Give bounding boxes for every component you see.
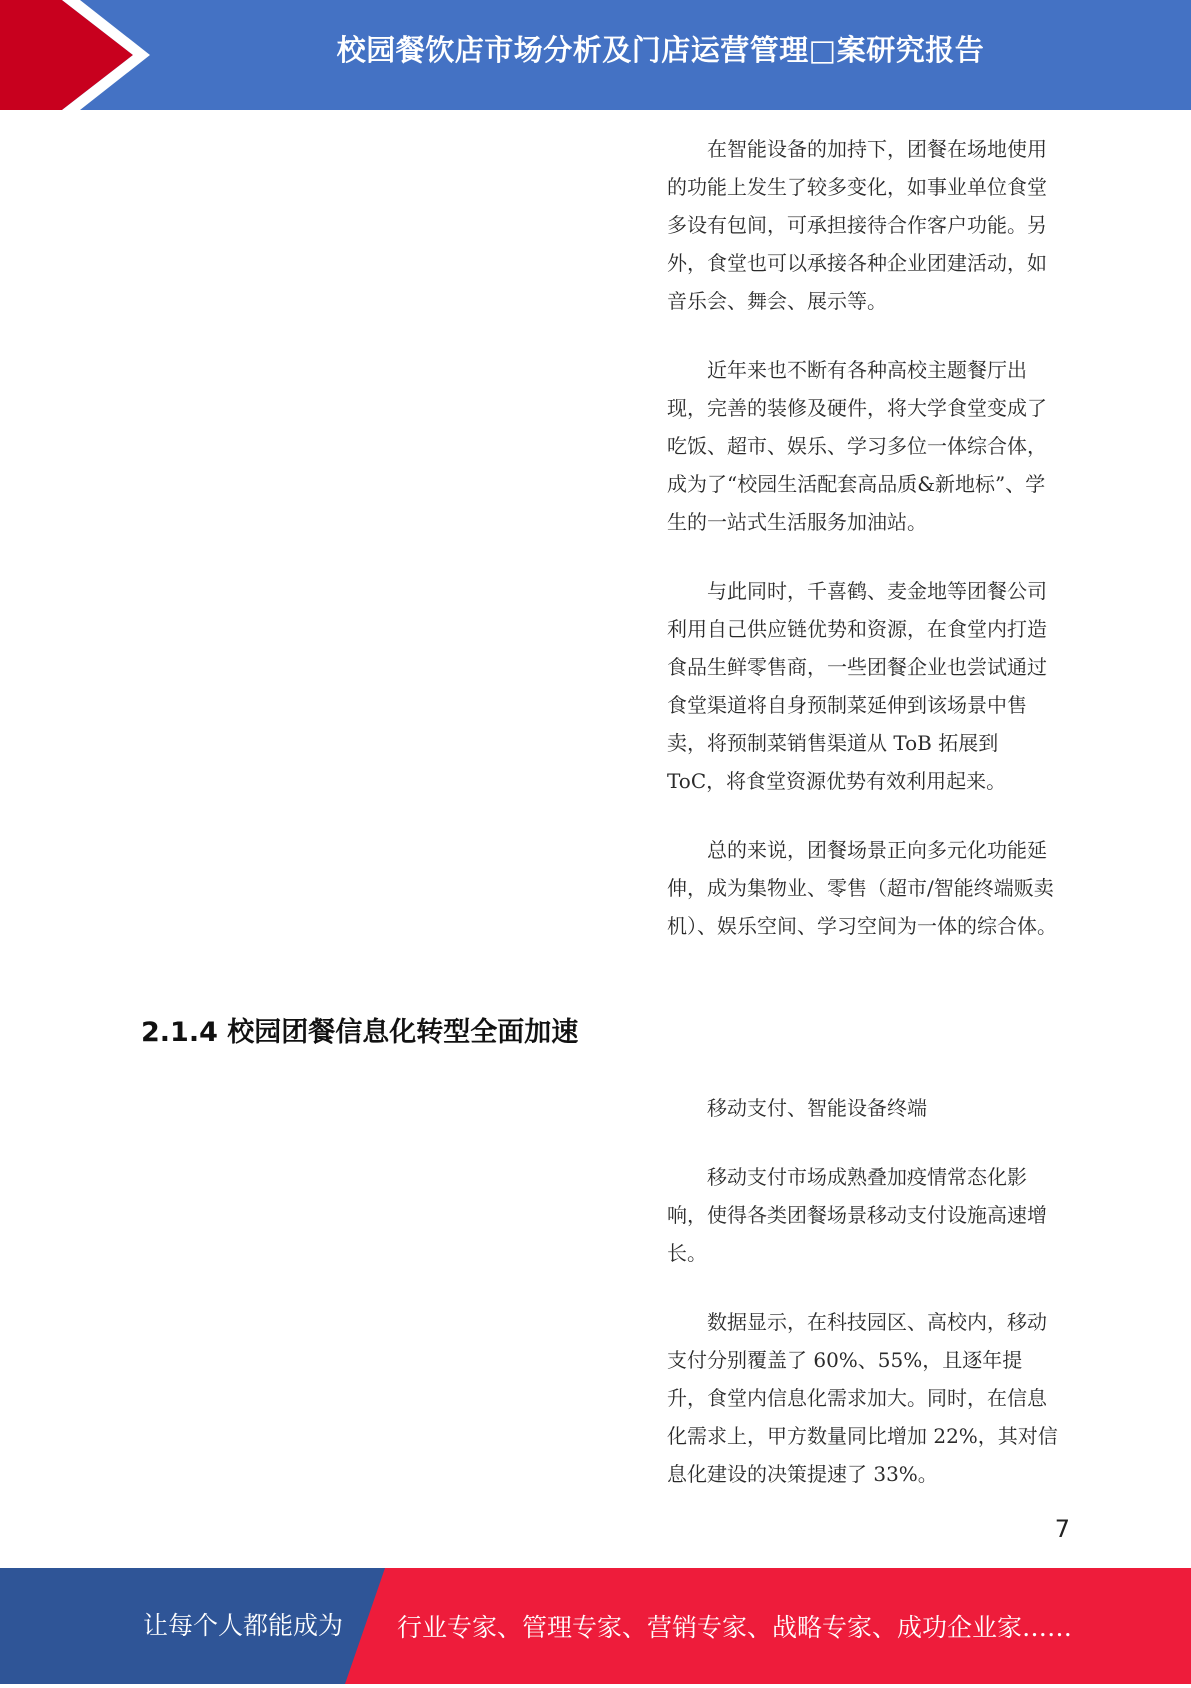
footer-slogan-left: 让每个人都能成为 [143, 1611, 344, 1640]
body-paragraph: 与此同时，千喜鹤、麦金地等团餐公司利用自己供应链优势和资源，在食堂内打造食品生鲜零售商，一些团餐企业也尝试通过食堂渠道将自身预制菜延伸到该场景中售卖，将预制菜销售渠道从 ToB 拓展到 ToC，将食堂资源优势有效利用起来。 [667, 579, 1047, 793]
body-column [667, 130, 1059, 945]
section-heading: 2.1.4 校园团餐信息化转型全面加速 [141, 1017, 579, 1048]
header-title: 校园餐饮店市场分析及门店运营管理□案研究报告 [336, 33, 985, 67]
footer-slogan-right: 行业专家、管理专家、营销专家、战略专家、成功企业家…… [397, 1613, 1073, 1642]
section-paragraph: 移动支付市场成熟叠加疫情常态化影响，使得各类团餐场景移动支付设施高速增长。 [667, 1165, 1047, 1265]
body-paragraph: 总的来说，团餐场景正向多元化功能延伸，成为集物业、零售（超市/智能终端贩卖机）、娱乐空间、学习空间为一体的综合体。 [667, 838, 1057, 938]
page-number: 7 [1054, 1515, 1070, 1543]
section-paragraph: 移动支付、智能设备终端 [707, 1096, 927, 1120]
section-column [667, 1089, 1059, 1493]
body-paragraph: 近年来也不断有各种高校主题餐厅出现，完善的装修及硬件，将大学食堂变成了吃饭、超市、娱乐、学习多位一体综合体，成为了“校园生活配套高品质&新地标”、学生的一站式生活服务加油站。 [667, 358, 1047, 534]
body-paragraph: 在智能设备的加持下，团餐在场地使用的功能上发生了较多变化，如事业单位食堂多设有包间，可承担接待合作客户功能。另外，食堂也可以承接各种企业团建活动，如音乐会、舞会、展示等。 [667, 137, 1047, 313]
section-paragraph: 数据显示，在科技园区、高校内，移动支付分别覆盖了 60%、55%，且逐年提升，食堂内信息化需求加大。同时，在信息化需求上，甲方数量同比增加 22%，其对信息化建设的决策提速了 33%。 [667, 1310, 1058, 1486]
header-chevron-icon [0, 0, 160, 110]
page-header [0, 0, 1191, 110]
page-footer [0, 1568, 1191, 1684]
